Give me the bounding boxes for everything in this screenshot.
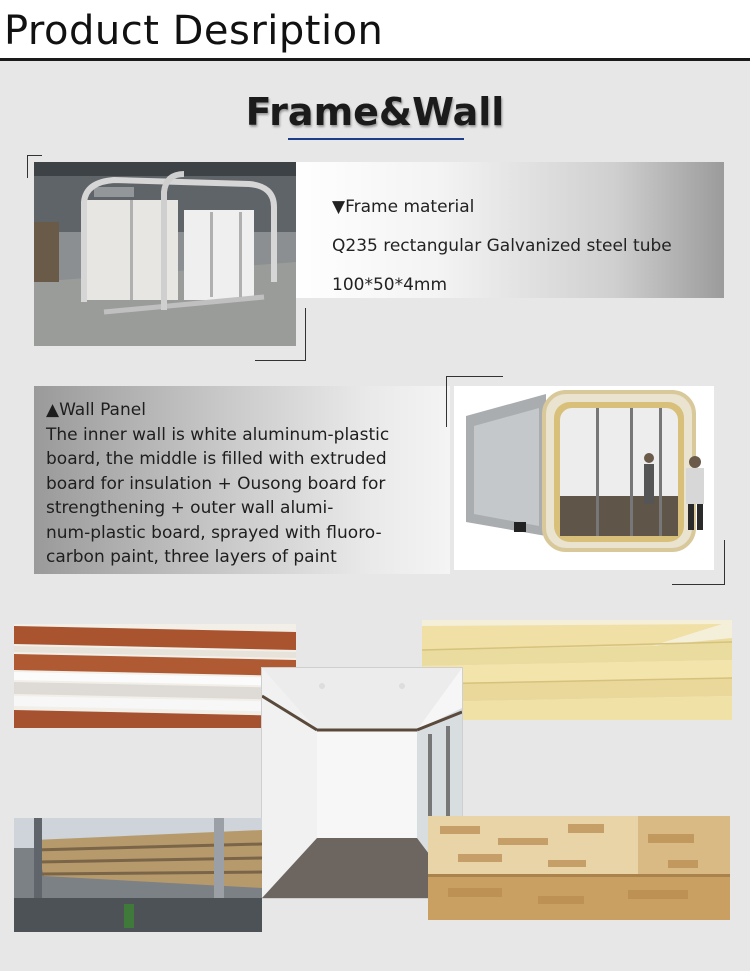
ceiling-frame-photo [14,818,262,932]
title-underline [288,138,464,140]
wall-line: board for insulation + Ousong board for [46,473,386,494]
frame-heading: ▼Frame material [332,197,475,217]
container-house-photo [454,386,714,570]
foam-board-photo [422,620,732,720]
wall-line: carbon paint, three layers of paint [46,547,337,567]
page-header [0,0,750,61]
steel-frame-photo [34,162,296,346]
frame-line: Q235 rectangular Galvanized steel tube [332,236,672,256]
wall-line: strengthening + outer wall alumi- [46,498,334,518]
osb-board-photo [428,816,730,920]
wall-panel-board-photo [14,624,296,728]
wall-line: num-plastic board, sprayed with fluoro- [46,522,382,543]
frame-line: 100*50*4mm [332,275,448,295]
frame-description [332,188,672,305]
wall-description [46,398,456,570]
page-title: Product Desription [4,8,384,54]
section-title: Frame&Wall [245,90,505,134]
wall-line: board, the middle is filled with extruded [46,449,387,469]
wall-line: The inner wall is white aluminum-plastic [46,424,390,445]
wall-heading: ▲Wall Panel [46,400,146,420]
